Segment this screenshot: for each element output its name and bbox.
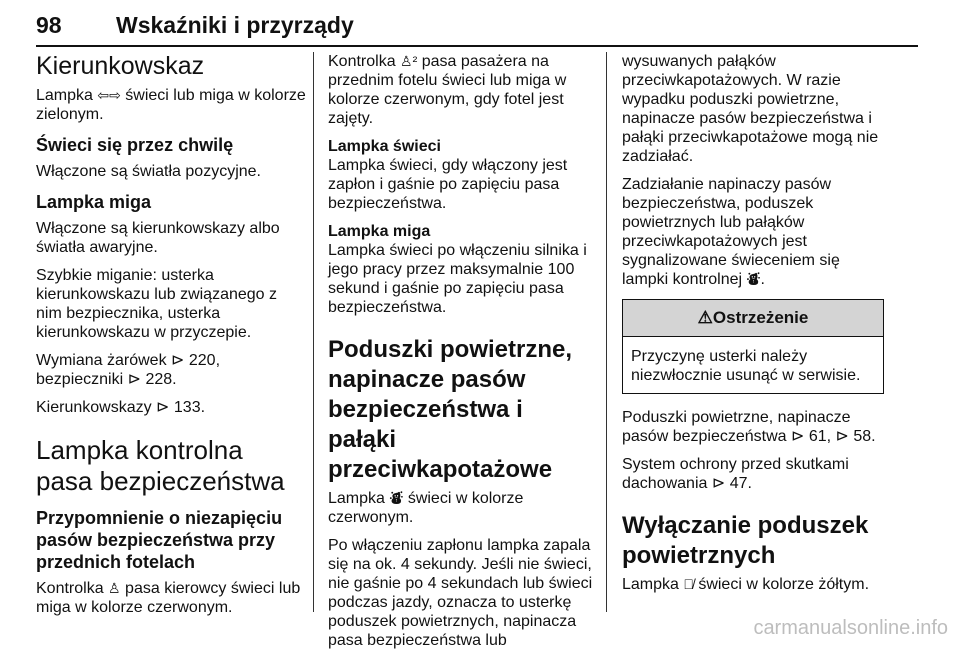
column-2: [328, 52, 594, 659]
paragraph: Lampka ⇦⇨ świeci lub miga w kolorze zielonym.: [36, 87, 306, 123]
paragraph: System ochrony przed skutkami dachowania ⊳ 47.: [622, 456, 849, 492]
arrow-reference-icon: ⊳: [156, 399, 170, 416]
arrow-reference-icon: ⊳: [790, 428, 805, 445]
heading-swieci: Świeci się przez chwilę: [36, 135, 234, 155]
seatbelt-icon: ♙²: [400, 53, 418, 69]
header-divider: [36, 45, 918, 47]
heading-lampka-miga: Lampka miga: [36, 192, 152, 212]
warning-title: Ostrzeżenie: [712, 308, 809, 327]
paragraph: Kierunkowskazy ⊳ 133.: [36, 399, 206, 416]
paragraph: Lampka ⛇̸ świeci w kolorze żółtym.: [622, 576, 870, 593]
page-header: [36, 8, 924, 42]
column-divider-2: [606, 52, 607, 612]
airbag-off-icon: ⛇̸: [683, 576, 694, 592]
warning-header: [623, 300, 883, 337]
heading-lampka-miga: Lampka miga: [328, 223, 431, 240]
warning-text: Przyczynę usterki należy niezwłocznie usunąć w serwisie.: [631, 348, 861, 384]
paragraph: Kontrolka ♙² pasa pasażera na przednim fotelu świeci lub miga w kolorze czerwonym, gdy fotel jest zajęty.: [328, 53, 567, 127]
paragraph: Po włączeniu zapłonu lampka zapala się na ok. 4 sekundy. Jeśli nie świeci, nie gaśnie po 4 sekundach lub świeci podczas jazdy, oznacza to usterkę poduszek powietrznych, napinacza pasa bezpieczeństwa lub: [328, 537, 593, 649]
paragraph: Zadziałanie napinaczy pasów bezpieczeństwa, poduszek powietrznych lub pałąków przeciwkapotażowych jest sygnalizowane świeceniem się lampki kontrolnej ⛇.: [622, 176, 840, 288]
column-divider-1: [313, 52, 314, 612]
paragraph: Lampka świeci po włączeniu silnika i jego pracy przez maksymalnie 100 sekund i gaśnie po zapięciu pasa bezpieczeństwa.: [328, 242, 587, 316]
airbag-icon: ⛇: [746, 271, 761, 287]
arrow-reference-icon: ⊳: [171, 352, 185, 369]
paragraph: Lampka świeci, gdy włączony jest zapłon i gaśnie po zapięciu pasa bezpieczeństwa.: [328, 157, 568, 212]
heading-lampka-kontrolna: Lampka kontrolna pasa bezpieczeństwa: [36, 435, 285, 496]
turn-signal-icon: ⇦⇨: [97, 87, 121, 103]
arrow-reference-icon: ⊳: [127, 371, 142, 388]
paragraph: Włączone są światła pozycyjne.: [36, 163, 261, 180]
paragraph: Szybkie miganie: usterka kierunkowskazu lub związanego z nim bezpiecznika, usterka kierunkowskazu w przyczepie.: [36, 267, 278, 341]
heading-wylaczanie: Wyłączanie poduszek powietrznych: [622, 512, 869, 569]
paragraph: Kontrolka ♙ pasa kierowcy świeci lub miga w kolorze czerwonym.: [36, 580, 301, 616]
warning-box: [622, 299, 884, 394]
column-3: [622, 52, 884, 603]
watermark: carmanualsonline.info: [753, 617, 948, 639]
column-1: [36, 52, 306, 626]
arrow-reference-icon: ⊳: [711, 475, 726, 492]
paragraph: Poduszki powietrzne, napinacze pasów bezpieczeństwa ⊳ 61, ⊳ 58.: [622, 409, 876, 445]
paragraph: Lampka ⛇ świeci w kolorze czerwonym.: [328, 490, 524, 526]
paragraph: Włączone są kierunkowskazy albo światła awaryjne.: [36, 220, 280, 256]
heading-lampka-swieci: Lampka świeci: [328, 138, 441, 155]
paragraph: Wymiana żarówek ⊳ 220, bezpieczniki ⊳ 228.: [36, 352, 221, 388]
page-number: 98: [36, 12, 62, 38]
seatbelt-icon: ♙: [108, 580, 121, 596]
heading-poduszki: Poduszki powietrzne, napinacze pasów bezpieczeństwa i pałąki przeciwkapotażowe: [328, 336, 573, 483]
heading-przypomnienie: Przypomnienie o niezapięciu pasów bezpieczeństwa przy przednich fotelach: [36, 508, 283, 572]
warning-triangle-icon: ⚠: [697, 308, 713, 327]
paragraph: wysuwanych pałąków przeciwkapotażowych. W razie wypadku poduszki powietrzne, napinacze pasów bezpieczeństwa i pałąki przeciwkapotażowe mogą nie zadziałać.: [622, 53, 879, 165]
page-title: Wskaźniki i przyrządy: [116, 12, 354, 38]
arrow-reference-icon: ⊳: [835, 428, 849, 445]
airbag-icon: ⛇: [389, 490, 404, 506]
heading-kierunkowskaz: Kierunkowskaz: [36, 52, 205, 80]
